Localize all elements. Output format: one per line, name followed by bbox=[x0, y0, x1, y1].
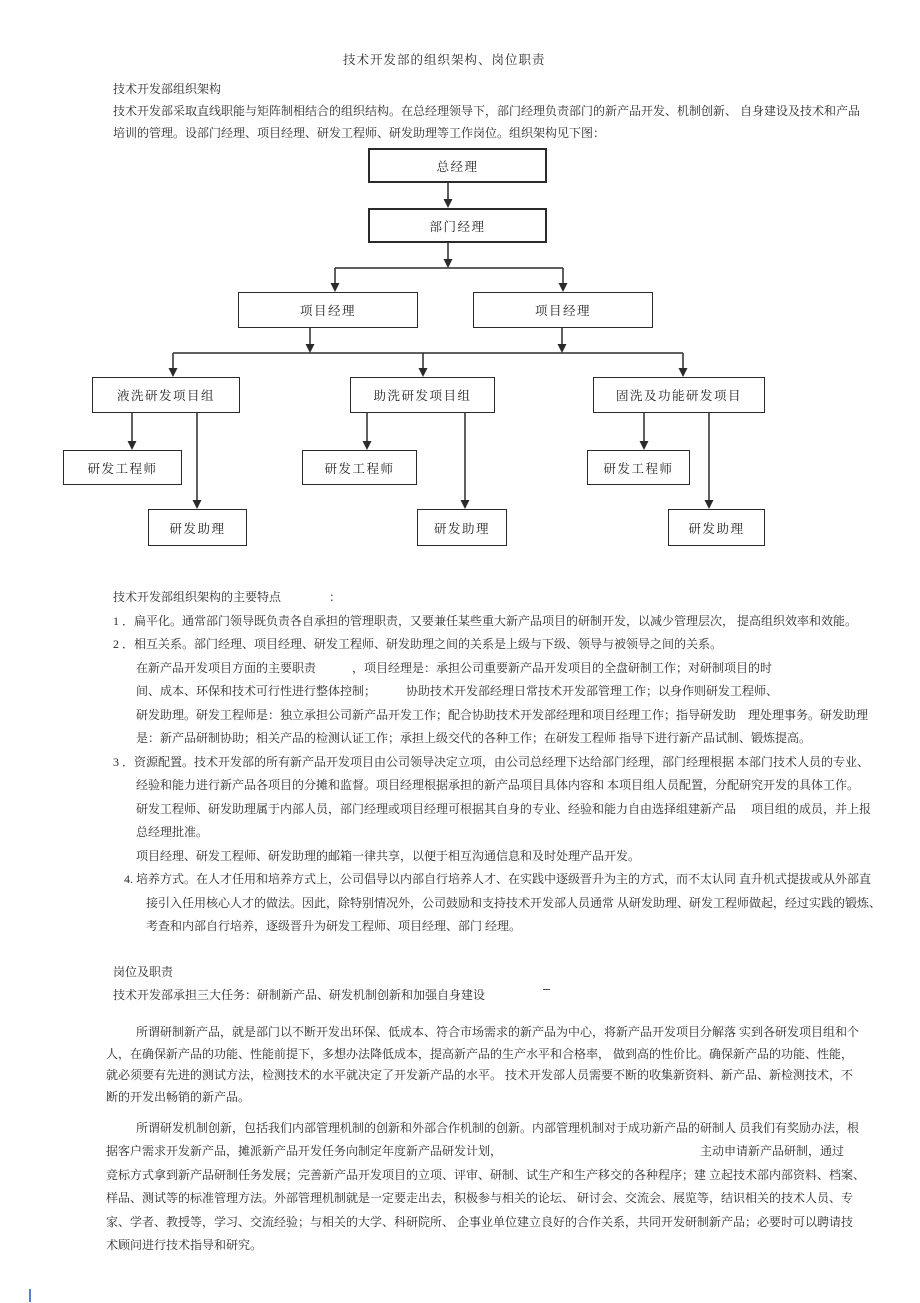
feature-item-2: 2 ．相互关系。部门经理、项目经理、研发工程师、研发助理之间的关系是上级与下级、领导与被领导之间的关系。 bbox=[113, 637, 723, 651]
feature-item-3: 3 ．资源配置。技术开发部的所有新产品开发项目由公司领导决定立项，由公司总经理下达给部门经理，部门经理根据 本部门技术人员的专业、 bbox=[113, 754, 870, 769]
org-node-engineer-2: 研发工程师 bbox=[302, 450, 417, 485]
feature-text-line: 经验和能力进行新产品各项目的分摊和监督。项目经理根据承担的新产品项目具体内容和 本项目组人员配置，分配研究开发的具体工作。 bbox=[136, 778, 860, 792]
duties-tasks-line: 技术开发部承担三大任务：研制新产品、研发机制创新和加强自身建设 bbox=[113, 988, 486, 1002]
org-node-assistant-2: 研发助理 bbox=[417, 509, 507, 546]
feature-text-line: 在新产品开发项目方面的主要职责 ，项目经理是：承担公司重要新产品开发项目的全盘研制工作；对研制项目的时 bbox=[136, 660, 773, 675]
paragraph-line: 就必须要有先进的测试方法，检测技术的水平就决定了开发新产品的水平。 技术开发部人员需要不断的收集新资料、新产品、新检测技术，不 bbox=[106, 1068, 854, 1082]
org-node-project-manager-right: 项目经理 bbox=[473, 292, 653, 328]
org-node-general-manager: 总经理 bbox=[368, 148, 547, 183]
org-node-group-liquid: 液洗研发项目组 bbox=[92, 377, 240, 413]
feature-text-line: 总经理批准。 bbox=[136, 825, 209, 839]
section-heading-org-structure: 技术开发部组织架构 bbox=[113, 82, 222, 96]
features-heading: 技术开发部组织架构的主要特点 ： bbox=[113, 590, 342, 604]
features-section bbox=[0, 586, 920, 939]
org-chart bbox=[0, 148, 920, 553]
paragraph-line: 据客户需求开发新产品，摊派新产品开发任务向制定年度新产品研发计划， 主动申请新产品研制，通过 bbox=[106, 1144, 845, 1159]
feature-text-line: 项目经理、研发工程师、研发助理的邮箱一律共享，以便于相互沟通信息和及时处理产品开发。 bbox=[136, 848, 641, 863]
org-node-assistant-1: 研发助理 bbox=[148, 509, 247, 546]
feature-item-1: 1 ．扁平化。通常部门领导既负责各自承担的管理职责，又要兼任某些重大新产品项目的研制开发，以减少管理层次， 提高组织效率和效能。 bbox=[113, 613, 858, 628]
feature-text-line: 考查和内部自行培养，逐级晋升为研发工程师、项目经理、部门 经理。 bbox=[146, 919, 522, 933]
paragraph-line: 所谓研发机制创新，包括我们内部管理机制的创新和外部合作机制的创新。内部管理机制对于成功新产品的研制人 员我们有奖励办法，根 bbox=[136, 1121, 860, 1135]
feature-text-line: 研发工程师、研发助理属于内部人员，部门经理或项目经理可根据其自身的专业、经验和能力自由选择组建新产品 项目组的成员，并上报 bbox=[136, 801, 872, 816]
paragraph-line: 竞标方式拿到新产品研制任务发展；完善新产品开发项目的立项、评审、研制、试生产和生产移交的各种程序；建 立起技术部内部资料、档案、 bbox=[106, 1167, 866, 1182]
org-node-engineer-1: 研发工程师 bbox=[63, 450, 182, 485]
paragraph-line: 术顾问进行技术指导和研究。 bbox=[106, 1238, 263, 1253]
section-heading-duties: 岗位及职责 bbox=[113, 965, 174, 979]
document-title: 技术开发部的组织架构、岗位职责 bbox=[343, 53, 546, 67]
intro-line: 培训的管理。设部门经理、项目经理、研发工程师、研发助理等工作岗位。组织架构见下图： bbox=[113, 126, 606, 140]
org-node-department-manager: 部门经理 bbox=[368, 208, 547, 243]
paragraph-line: 所谓研制新产品，就是部门以不断开发出环保、低成本、符合市场需求的新产品为中心，将新产品开发项目分解落 实到各研发项目组和个 bbox=[136, 1025, 860, 1039]
intro-line: 技术开发部采取直线职能与矩阵制相结合的组织结构。在总经理领导下，部门经理负责部门的新产品开发、机制创新、 自身建设及技术和产品 bbox=[113, 104, 861, 118]
duties-paragraph-new-products bbox=[0, 1022, 920, 1108]
cursor-artifact bbox=[29, 1289, 31, 1302]
feature-text-line: 是：新产品研制协助；相关产品的检测认证工作；承担上级交代的各种工作；在研发工程师 指导下进行新产品试制、锻炼提高。 bbox=[136, 731, 812, 745]
feature-text-line: 间、成本、环保和技术可行性进行整体控制； 协助技术开发部经理日常技术开发部管理工作；以身作则研发工程师、 bbox=[136, 684, 779, 698]
duties-paragraph-innovation bbox=[0, 1117, 920, 1257]
feature-text-line: 接引入任用核心人才的做法。因此，除特别情况外，公司鼓励和支持技术开发部人员通常 从研发助理、研发工程师做起，经过实践的锻炼、 bbox=[146, 895, 882, 910]
paragraph-line: 断的开发出畅销的新产品。 bbox=[106, 1089, 251, 1104]
paragraph-line: 家、学者、教授等，学习、交流经验；与相关的大学、科研院所、 企事业单位建立良好的合作关系，共同开发研制新产品；必要时可以聘请技 bbox=[106, 1214, 854, 1229]
org-node-project-manager-left: 项目经理 bbox=[238, 292, 418, 328]
feature-item-4: 4. 培养方式。在人才任用和培养方式上，公司倡导以内部自行培养人才、在实践中逐级晋升为主的方式，而不太认同 直升机式提拔或从外部直 bbox=[124, 872, 872, 886]
feature-text-line: 研发助理。研发工程师是：独立承担公司新产品开发工作；配合协助技术开发部经理和项目经理工作；指导研发助 理处理事务。研发助理 bbox=[136, 707, 869, 722]
paragraph-line: 人，在确保新产品的功能、性能前提下，多想办法降低成本，提高新产品的生产水平和合格率， 做到高的性价比。确保新产品的功能、性能， bbox=[106, 1046, 854, 1061]
org-node-engineer-3: 研发工程师 bbox=[587, 450, 690, 485]
org-node-assistant-3: 研发助理 bbox=[668, 509, 765, 546]
stray-dash-mark bbox=[543, 989, 550, 990]
org-node-group-solid: 固洗及功能研发项目 bbox=[593, 377, 765, 413]
org-node-group-aux: 助洗研发项目组 bbox=[350, 377, 495, 413]
paragraph-line: 样品、测试等的标准管理方法。外部管理机制就是一定要走出去，积极参与相关的论坛、 研讨会、交流会、展览等，结识相关的技术人员、专 bbox=[106, 1191, 854, 1206]
